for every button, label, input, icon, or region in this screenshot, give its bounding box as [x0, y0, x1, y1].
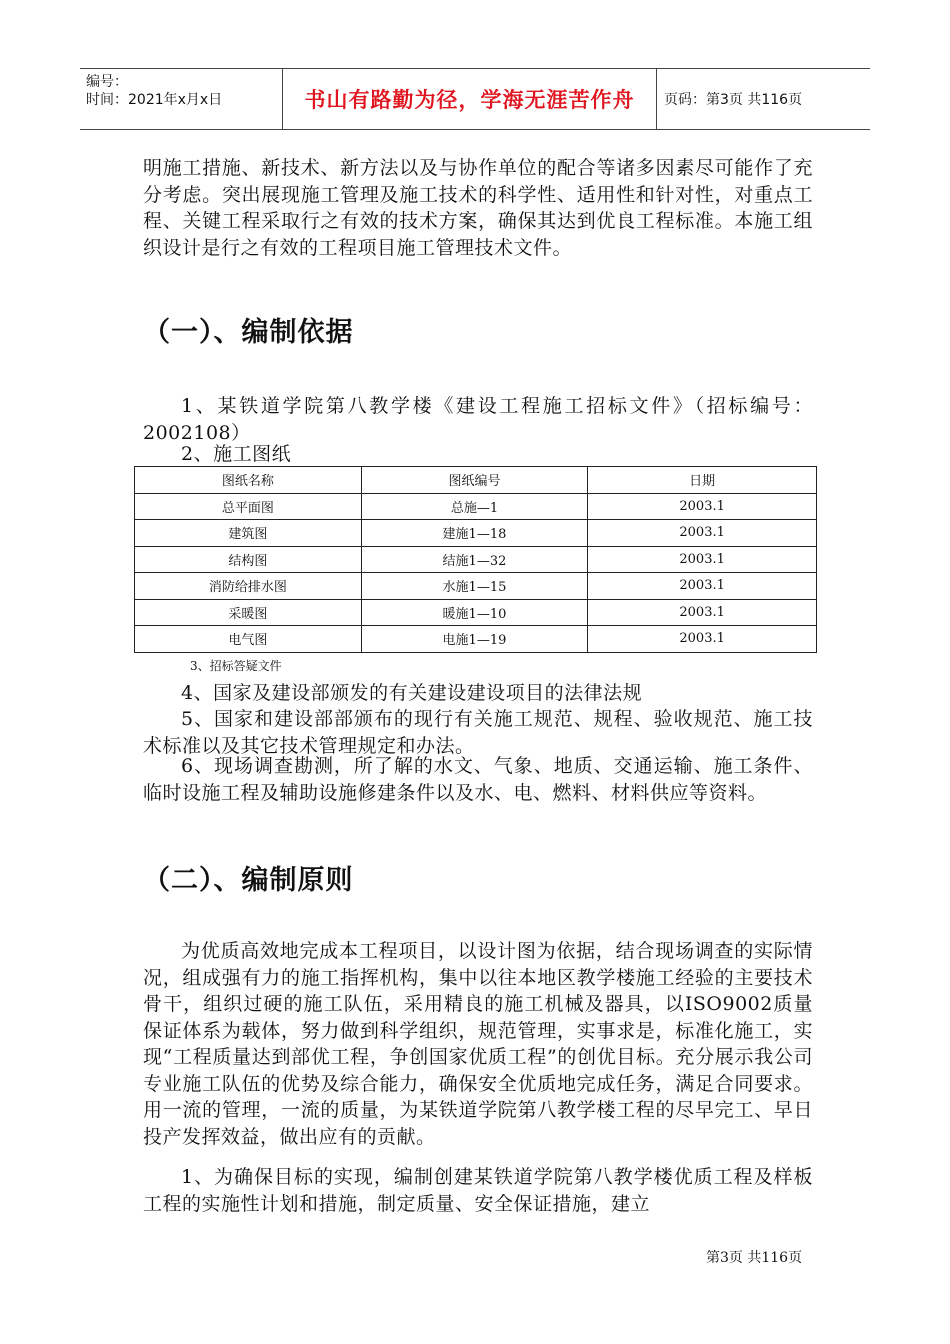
table-cell: 暖施1—10: [361, 599, 588, 626]
table-row: [135, 520, 817, 547]
table-cell: 2003.1: [588, 599, 817, 626]
table-cell: 消防给排水图: [135, 573, 362, 600]
intro-paragraph: 明施工措施、新技术、新方法以及与协作单位的配合等诸多因素尽可能作了充分考虑。突出展现施工管理及施工技术的科学性、适用性和针对性，对重点工程、关键工程采取行之有效的技术方案，确保其达到优良工程标准。本施工组织设计是行之有效的工程项目施工管理技术文件。: [143, 157, 813, 259]
doc-number-label: 编号：: [86, 74, 128, 90]
table-cell: 总施—1: [361, 493, 588, 520]
page-header: [80, 68, 870, 130]
table-row: [135, 626, 817, 653]
table-cell: 结施1—32: [361, 546, 588, 573]
table-cell: 2003.1: [588, 573, 817, 600]
table-cell: 总平面图: [135, 493, 362, 520]
table-header-row: [135, 467, 817, 494]
table-row: [135, 546, 817, 573]
table-header-cell: 日期: [588, 467, 817, 494]
table-cell: 2003.1: [588, 626, 817, 653]
table-cell: 建筑图: [135, 520, 362, 547]
basis-item-5: 5、国家和建设部部颁布的现行有关施工规范、规程、验收规范、施工技术标准以及其它技术管理规定和办法。: [143, 708, 813, 757]
time-label: 时间：2021年x月x日: [86, 92, 223, 108]
table-cell: 水施1—15: [361, 573, 588, 600]
table-row: [135, 573, 817, 600]
drawings-table: [134, 466, 817, 653]
basis-item-1: 1、某铁道学院第八教学楼《建设工程施工招标文件》（招标编号：2002108）: [143, 395, 813, 444]
table-cell: 电气图: [135, 626, 362, 653]
table-header-cell: 图纸名称: [135, 467, 362, 494]
table-cell: 建施1—18: [361, 520, 588, 547]
principle-item-1: 1、为确保目标的实现，编制创建某铁道学院第八教学楼优质工程及样板工程的实施性计划和措施，制定质量、安全保证措施，建立: [143, 1166, 813, 1215]
header-divider: [656, 69, 657, 129]
table-cell: 电施1—19: [361, 626, 588, 653]
table-cell: 2003.1: [588, 493, 817, 520]
basis-item-4: 4、国家及建设部颁发的有关建设建设项目的法律法规: [181, 682, 643, 704]
table-cell: 2003.1: [588, 546, 817, 573]
table-cell: 2003.1: [588, 520, 817, 547]
basis-item-6: 6、现场调查勘测，所了解的水文、气象、地质、交通运输、施工条件、临时设施工程及辅助设施修建条件以及水、电、燃料、材料供应等资料。: [143, 755, 813, 804]
basis-item-3: 3、招标答疑文件: [190, 659, 282, 673]
header-page-info: 页码：第3页 共116页: [664, 92, 803, 108]
header-motto: 书山有路勤为径，学海无涯苦作舟: [304, 88, 635, 112]
table-cell: 结构图: [135, 546, 362, 573]
table-cell: 采暖图: [135, 599, 362, 626]
table-row: [135, 599, 817, 626]
page-footer: 第3页 共116页: [706, 1250, 803, 1266]
header-meta: [80, 69, 282, 129]
basis-item-2: 2、施工图纸: [181, 443, 292, 465]
section-heading: （二）、编制原则: [143, 865, 354, 896]
table-row: [135, 493, 817, 520]
table-header-cell: 图纸编号: [361, 467, 588, 494]
section-heading: （一）、编制依据: [143, 317, 354, 348]
principle-paragraph: 为优质高效地完成本工程项目，以设计图为依据，结合现场调查的实际情况，组成强有力的施工指挥机构，集中以往本地区教学楼施工经验的主要技术骨干，组织过硬的施工队伍，采用精良的施工机械及器具，以ISO9002质量保证体系为载体，努力做到科学组织，规范管理，实事求是，标准化施工，实现“工程质量达到部优工程，争创国家优质工程”的创优目标。充分展示我公司专业施工队伍的优势及综合能力，确保安全优质地完成任务，满足合同要求。用一流的管理，一流的质量，为某铁道学院第八教学楼工程的尽早完工、早日投产发挥效益，做出应有的贡献。: [143, 940, 813, 1148]
